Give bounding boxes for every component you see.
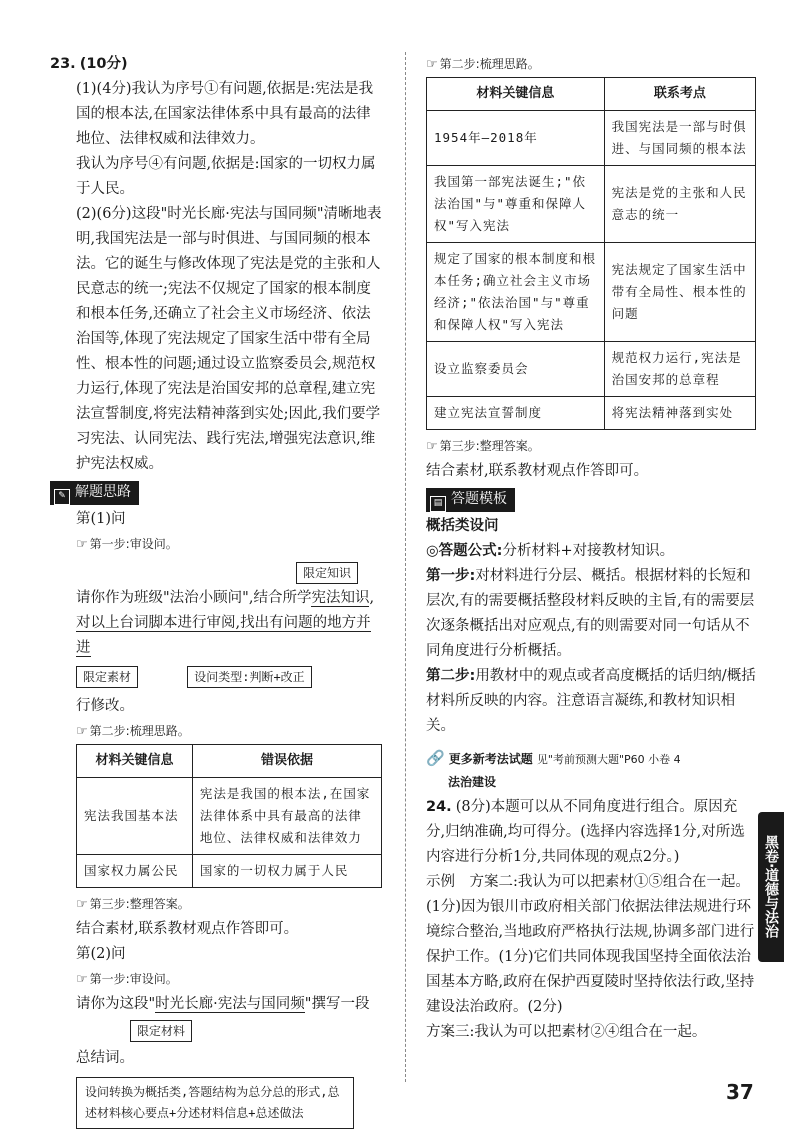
tag-knowledge-row <box>50 561 382 586</box>
side-tab-subject: 黑卷·道德与法治 <box>758 812 784 962</box>
step-1-review: ☞ 第一步:审设问。 <box>76 537 178 552</box>
set-question-2: 请你为这段"时光长廊·宪法与国同频"撰写一段 <box>76 996 370 1012</box>
pointing-hand-icon: ☞ <box>76 972 88 987</box>
set-question-1: 请你作为班级"法治小顾问",结合所学宪法知识, <box>76 590 375 606</box>
banner-solution-thinking: ✎ 解题思路 <box>50 481 139 505</box>
left-column <box>50 52 382 1129</box>
book-icon: ▤ <box>430 496 446 512</box>
sub-question-2: 第(2)问 <box>76 946 126 962</box>
more-subtitle: 法治建设 <box>448 775 497 789</box>
pointing-hand-icon: ☞ <box>426 439 438 454</box>
q23-answer-2: 我认为序号④有问题,依据是:国家的一切权力属于人民。 <box>76 156 376 197</box>
q24-example: 示例 方案二:我认为可以把素材①⑤组合在一起。(1分)因为银川市政府相关部门依据法律法规进行环境综合整治,当地政府严格执行法规,协调多部门进行保护工作。(1分)它们共同体现我国坚持全面依法治国基本方略,政府在保护西夏陵时坚持依法行政,坚持建设法治政府。(2分) <box>426 874 755 1015</box>
step-2b-organize: ☞ 第二步:梳理思路。 <box>426 57 540 72</box>
q23-answer-1: (1)(4分)我认为序号①有问题,依据是:宪法是我国的根本法,在国家法律体系中具有最高的法律地位、法律权威和法律效力。 <box>76 81 374 147</box>
template-formula: ◎答题公式:分析材料+对接教材知识。 <box>426 543 675 559</box>
handwritten-note: 设问转换为概括类,答题结构为总分总的形式,总述材料核心要点+分述材料信息+总述做法 <box>76 1077 354 1129</box>
table-cell: 国家权力属公民 <box>77 855 193 888</box>
table-2-header-points: 联系考点 <box>604 78 755 111</box>
table-1-header-basis: 错误依据 <box>192 745 381 778</box>
underline-script: 对以上台词脚本进行审阅, <box>76 615 241 631</box>
sub-question-1: 第(1)问 <box>76 511 126 527</box>
tag-row-2 <box>50 1019 382 1044</box>
table-cell: 1954年—2018年 <box>427 111 605 166</box>
set-question-2-line2: 总结词。 <box>76 1050 134 1066</box>
pointing-hand-icon: ☞ <box>76 537 88 552</box>
right-column <box>426 52 756 1045</box>
table-cell: 宪法是党的主张和人民意志的统一 <box>604 166 755 243</box>
table-errors <box>76 744 382 888</box>
tag-limit-knowledge: 限定知识 <box>296 562 358 584</box>
banner-answer-template: ▤ 答题模板 <box>426 488 515 512</box>
set-question-1-line3: 行修改。 <box>76 698 134 714</box>
table-1-wrapper <box>50 744 382 888</box>
pointing-hand-icon: ☞ <box>76 724 88 739</box>
set-question-1-line2 <box>50 611 382 661</box>
combine-text-1: 结合素材,联系教材观点作答即可。 <box>76 921 299 937</box>
template-step-1: 第一步:对材料进行分层、概括。根据材料的长短和层次,有的需要概括整段材料反映的主旨,有的需要层次逐条概括出对应观点,有的则需要对同一句话从不同角度进行分析概括。 <box>426 568 755 659</box>
underline-corridor: 时光长廊·宪法与国同频 <box>155 996 305 1012</box>
table-cell: 宪法是我国的根本法,在国家法律体系中具有最高的法律地位、法律权威和法律效力 <box>192 778 381 855</box>
q23-heading <box>50 52 382 77</box>
table-knowledge-points <box>426 77 756 430</box>
underline-knowledge: 宪法知识 <box>311 590 370 606</box>
note-box-wrapper <box>50 1077 382 1129</box>
table-cell: 规范权力运行,宪法是治国安邦的总章程 <box>604 342 755 397</box>
combine-text-2: 结合素材,联系教材观点作答即可。 <box>426 463 649 479</box>
link-icon: 🔗 <box>426 749 445 767</box>
table-1-header-info: 材料关键信息 <box>77 745 193 778</box>
underline-find: 找出有问题的地方并进 <box>76 615 371 656</box>
table-row <box>427 397 756 430</box>
page-number: 37 <box>726 1080 754 1104</box>
table-cell: 宪法规定了国家生活中带有全局性、根本性的问题 <box>604 243 755 342</box>
tag-question-type: 设问类型:判断+改正 <box>187 666 311 688</box>
table-cell: 我国宪法是一部与时俱进、与国同频的根本法 <box>604 111 755 166</box>
table-row <box>427 342 756 397</box>
q23-answer-3: (2)(6分)这段"时光长廊·宪法与国同频"清晰地表明,我国宪法是一部与时俱进、与国同频的根本法。它的诞生与修改体现了宪法是党的主张和人民意志的统一;宪法不仅规定了国家的根本制度和根本任务,还确立了社会主义市场经济、依法治国等,体现了宪法规定了国家生活中带有全局性、根本性的问题;通过设立监察委员会,规范权力运行,体现了宪法是治国安邦的总章程,建立宪法宣誓制度,将宪法精神落到实处;因此,我们要学习宪法、认同宪法、践行宪法,增强宪法意识,维护宪法权威。 <box>76 206 382 472</box>
table-row <box>427 111 756 166</box>
more-source: 见"考前预测大题"P60 小卷 4 <box>536 753 681 766</box>
more-questions-link[interactable]: 🔗 更多新考法试题 见"考前预测大题"P60 小卷 4 法治建设 <box>426 747 756 793</box>
q24-answer: 24. (8分)本题可以从不同角度进行组合。原因充分,归纳准确,均可得分。(选择内容选择1分,对所选内容进行分析1分,共同体现的观点2分。) <box>426 799 745 865</box>
pointing-hand-icon: ☞ <box>426 57 438 72</box>
table-cell: 我国第一部宪法诞生;"依法治国"与"尊重和保障人权"写入宪法 <box>427 166 605 243</box>
tag-limit-material-2: 限定材料 <box>130 1020 192 1042</box>
tag-limit-material: 限定素材 <box>76 666 138 688</box>
step-1b-review: ☞ 第一步:审设问。 <box>76 972 178 987</box>
table-row <box>427 166 756 243</box>
table-cell: 宪法我国基本法 <box>77 778 193 855</box>
pointing-hand-icon: ☞ <box>76 897 88 912</box>
table-2-header-info: 材料关键信息 <box>427 78 605 111</box>
table-cell: 规定了国家的根本制度和根本任务;确立社会主义市场经济;"依法治国"与"尊重和保障人权"写入宪法 <box>427 243 605 342</box>
template-title: 概括类设问 <box>426 518 499 534</box>
table-row <box>427 243 756 342</box>
table-cell: 国家的一切权力属于人民 <box>192 855 381 888</box>
step-2-organize: ☞ 第二步:梳理思路。 <box>76 724 190 739</box>
table-cell: 设立监察委员会 <box>427 342 605 397</box>
q24-number: 24. <box>426 799 452 815</box>
q23-score: (10分) <box>79 56 128 72</box>
note-icon: ✎ <box>54 489 70 505</box>
q23-number: 23. <box>50 56 76 72</box>
step-3-answer: ☞ 第三步:整理答案。 <box>76 897 190 912</box>
table-cell: 建立宪法宣誓制度 <box>427 397 605 430</box>
table-cell: 将宪法精神落到实处 <box>604 397 755 430</box>
tag-row-1 <box>50 665 382 690</box>
template-step-2: 第二步:用教材中的观点或者高度概括的话归纳/概括材料所反映的内容。注意语言凝练,和教材知识相关。 <box>426 668 756 734</box>
step-3b-answer: ☞ 第三步:整理答案。 <box>426 439 540 454</box>
q24-plan3: 方案三:我认为可以把素材②④组合在一起。 <box>426 1024 707 1040</box>
column-divider <box>405 52 406 1082</box>
